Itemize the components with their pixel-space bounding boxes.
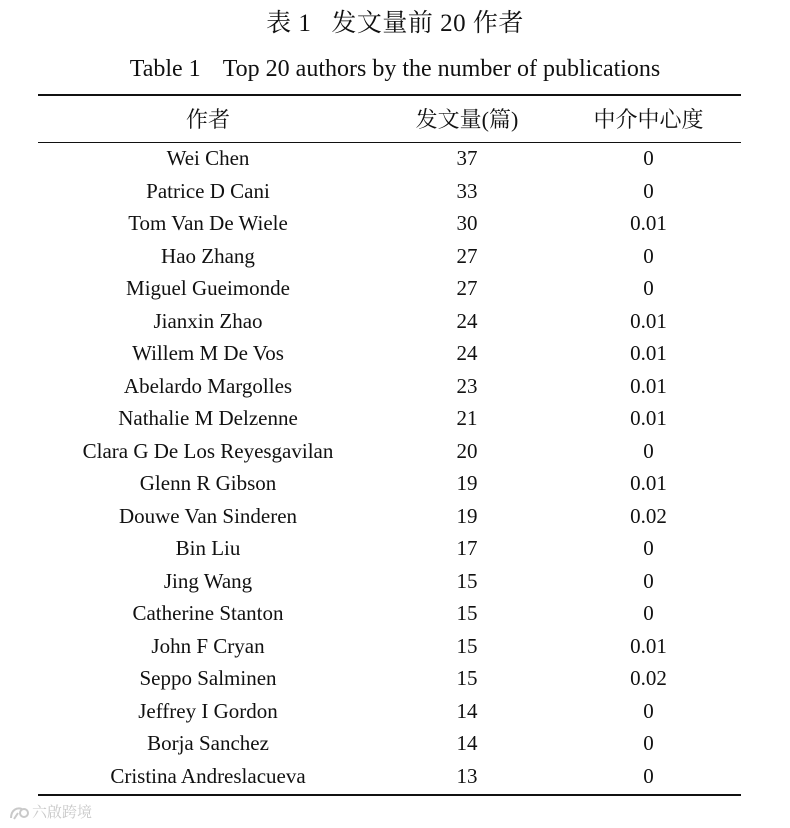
caption-cn-label: 表 1 (266, 10, 312, 37)
author-cell: Borja Sanchez (147, 731, 269, 755)
publications-cell: 15 (456, 601, 478, 625)
author-cell: Abelardo Margolles (123, 373, 293, 398)
header-publications: 发文量(篇) (415, 107, 519, 132)
table-body (38, 142, 741, 792)
publications-cell: 37 (456, 146, 478, 170)
publications-cell: 15 (456, 666, 478, 690)
caption-en-title: Top 20 authors by the number of publications (222, 56, 661, 82)
centrality-cell: 0 (643, 276, 654, 300)
author-cell: Willem M De Vos (132, 341, 284, 365)
centrality-cell: 0 (643, 568, 654, 593)
centrality-cell: 0 (643, 763, 654, 788)
publications-cell: 33 (456, 178, 478, 203)
table-row (38, 630, 741, 663)
centrality-cell: 0 (643, 731, 654, 755)
table-row (38, 532, 741, 565)
caption-en-label: Table 1 (129, 56, 201, 82)
header-author: 作者 (185, 107, 230, 132)
publications-cell: 27 (456, 243, 478, 268)
author-cell: Nathalie M Delzenne (118, 406, 298, 430)
centrality-cell: 0.01 (630, 308, 667, 333)
table-row (38, 467, 741, 500)
publications-cell: 19 (456, 503, 478, 528)
centrality-cell: 0.02 (630, 503, 667, 528)
author-cell: Jing Wang (163, 568, 253, 593)
author-cell: Jianxin Zhao (153, 308, 263, 333)
publications-cell: 27 (456, 276, 478, 300)
table-caption-english (0, 52, 790, 86)
author-cell: Douwe Van Sinderen (118, 503, 298, 528)
table-row (38, 240, 741, 273)
author-cell: Cristina Andreslacueva (110, 763, 306, 788)
watermark (8, 800, 92, 824)
table-row (38, 435, 741, 468)
table-row (38, 272, 741, 305)
centrality-cell: 0 (643, 178, 654, 203)
table-bottom-rule (38, 794, 741, 796)
publications-cell: 21 (456, 406, 478, 430)
publications-cell: 24 (456, 341, 478, 365)
table-row (38, 662, 741, 695)
centrality-cell: 0 (643, 243, 654, 268)
publications-cell: 30 (456, 211, 478, 235)
table-row (38, 370, 741, 403)
author-cell: Wei Chen (166, 146, 250, 170)
table-row (38, 597, 741, 630)
table-row (38, 565, 741, 598)
table-row (38, 760, 741, 793)
centrality-cell: 0.01 (630, 341, 667, 365)
table-top-rule (38, 94, 741, 96)
table-row (38, 695, 741, 728)
centrality-cell: 0.01 (630, 406, 667, 430)
author-cell: John F Cryan (151, 633, 265, 658)
centrality-cell: 0.01 (630, 211, 667, 235)
centrality-cell: 0 (643, 146, 654, 170)
publications-cell: 14 (456, 698, 478, 723)
table-row (38, 500, 741, 533)
author-cell: Tom Van De Wiele (128, 211, 288, 235)
table-row (38, 142, 741, 175)
centrality-cell: 0 (643, 601, 654, 625)
table-row (38, 727, 741, 760)
publications-cell: 13 (456, 763, 478, 788)
centrality-cell: 0 (643, 438, 654, 463)
publications-cell: 15 (456, 633, 478, 658)
brand-logo-icon (8, 804, 30, 822)
author-cell: Clara G De Los Reyesgavilan (82, 438, 334, 463)
author-cell: Glenn R Gibson (139, 471, 277, 495)
header-betweenness-centrality: 中介中心度 (593, 107, 704, 132)
publications-cell: 14 (456, 731, 478, 755)
publications-cell: 15 (456, 568, 478, 593)
author-cell: Miguel Gueimonde (126, 276, 290, 300)
author-cell: Jeffrey I Gordon (138, 698, 278, 723)
centrality-cell: 0.01 (630, 471, 667, 495)
publications-cell: 19 (456, 471, 478, 495)
table-header-row (38, 100, 741, 140)
author-cell: Seppo Salminen (139, 666, 277, 690)
publications-cell: 20 (456, 438, 478, 463)
author-cell: Patrice D Cani (146, 178, 270, 203)
centrality-cell: 0 (643, 698, 654, 723)
table-row (38, 337, 741, 370)
table-row (38, 175, 741, 208)
centrality-cell: 0.01 (630, 633, 667, 658)
table-row (38, 207, 741, 240)
author-cell: Hao Zhang (161, 243, 255, 268)
publications-cell: 24 (456, 308, 478, 333)
watermark-text: 六啟跨境 (32, 803, 93, 821)
table-row (38, 402, 741, 435)
centrality-cell: 0 (643, 536, 654, 560)
table-row (38, 305, 741, 338)
centrality-cell: 0.02 (630, 666, 667, 690)
author-cell: Bin Liu (175, 536, 241, 560)
table-caption-chinese (0, 6, 790, 42)
caption-cn-title: 发文量前 20 作者 (331, 10, 524, 37)
publications-cell: 23 (456, 373, 478, 398)
centrality-cell: 0.01 (630, 373, 667, 398)
author-cell: Catherine Stanton (132, 601, 284, 625)
publications-cell: 17 (456, 536, 478, 560)
